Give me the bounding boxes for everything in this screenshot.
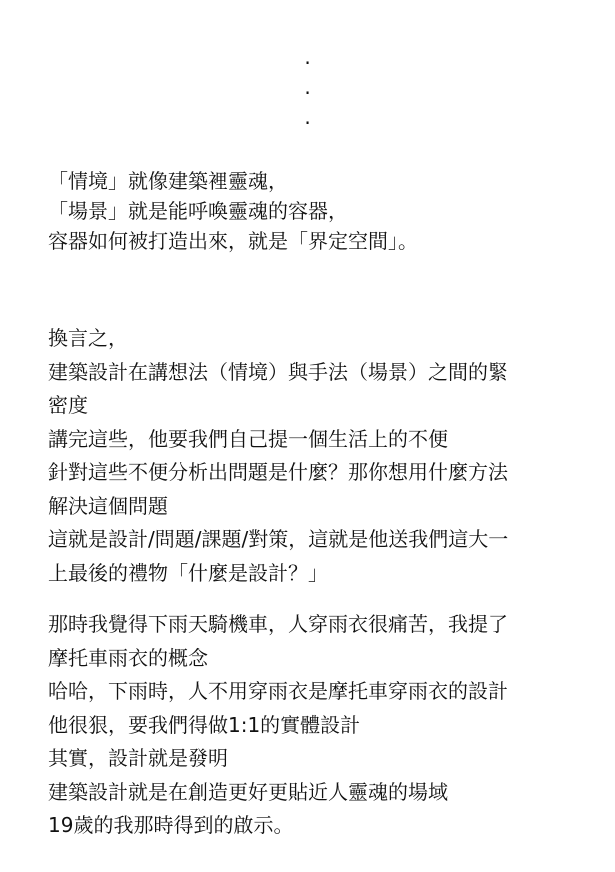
text-line: 他很狠，要我們得做1:1的實體設計	[48, 712, 361, 737]
text-line: 容器如何被打造出來，就是「界定空間」。	[48, 229, 418, 253]
ellipsis-dots	[0, 42, 615, 132]
dot: .	[304, 45, 311, 69]
text-line: 建築設計就是在創造更好更貼近人靈魂的場域	[48, 779, 448, 804]
text-line: 19歲的我那時得到的啟示。	[48, 813, 294, 837]
text-line: 換言之，	[48, 326, 128, 350]
paragraph-raincoat-story	[48, 608, 588, 843]
text-line: 「情境」就像建築裡靈魂，	[48, 169, 288, 193]
text-line: 其實，設計就是發明	[48, 746, 228, 770]
text-line: 講完這些，他要我們自己提一個生活上的不便	[48, 426, 448, 451]
dot: .	[304, 105, 311, 129]
text-line: 建築設計在講想法（情境）與手法（場景）之間的緊	[48, 359, 508, 384]
text-line: 解決這個問題	[48, 493, 168, 518]
text-line: 針對這些不便分析出問題是什麼？那你想用什麼方法	[48, 460, 508, 484]
paragraph-situation-scene	[48, 166, 588, 256]
text-line: 「場景」就是能呼喚靈魂的容器，	[48, 199, 348, 223]
text-line: 哈哈，下雨時，人不用穿雨衣是摩托車穿雨衣的設計	[48, 679, 508, 703]
text-line: 摩托車雨衣的概念	[48, 645, 208, 670]
paragraph-design-definition	[48, 322, 588, 590]
text-line: 密度	[48, 393, 88, 417]
text-line: 上最後的禮物「什麼是設計？」	[48, 560, 328, 585]
text-line: 那時我覺得下雨天騎機車，人穿雨衣很痛苦，我提了	[48, 612, 508, 636]
dot: .	[304, 75, 311, 99]
text-line: 這就是設計/問題/課題/對策，這就是他送我們這大一	[48, 527, 509, 551]
